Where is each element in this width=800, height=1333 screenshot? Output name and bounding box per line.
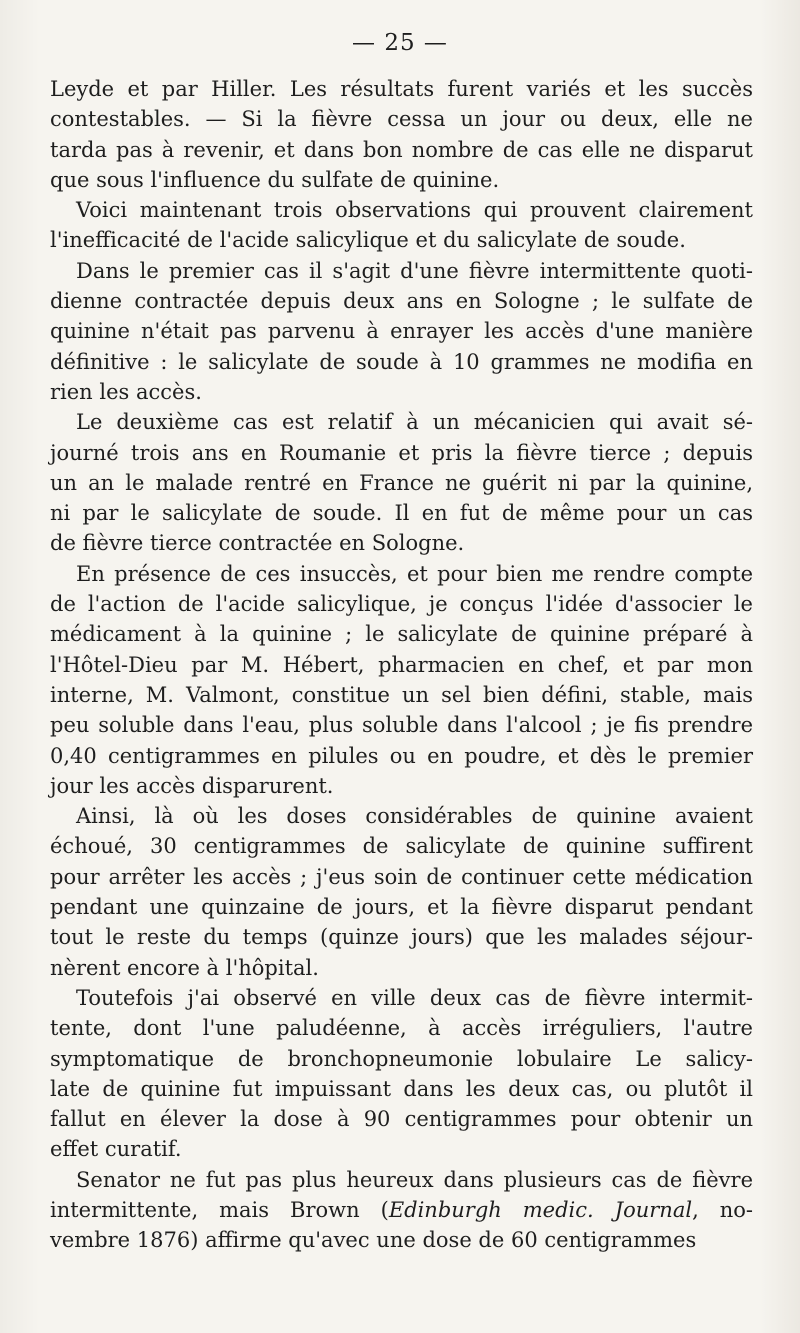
- text-fragment: intermittente, mais Brown (: [50, 1197, 389, 1222]
- text-line: Senator ne fut pas plus heureux dans plusieurs cas de fièvre: [76, 1167, 753, 1192]
- text-line: Leyde et par Hiller. Les résultats furent variés et les succès: [50, 77, 753, 101]
- text-line: journé trois ans en Roumanie et pris la fièvre tierce ; depuis: [50, 440, 753, 465]
- text-line: pour arrêter les accès ; j'eus soin de continuer cette médication: [50, 864, 753, 889]
- text-line: définitive : le salicylate de soude à 10 grammes ne modifia en: [50, 349, 753, 374]
- paragraph-6: [50, 801, 753, 983]
- paragraph-1: [50, 74, 753, 195]
- text-line: jour les accès disparurent.: [50, 773, 334, 798]
- text-line-with-citation: [50, 1195, 753, 1225]
- text-line: de fièvre tierce contractée en Sologne.: [50, 531, 465, 556]
- text-line: tente, dont l'une paludéenne, à accès irréguliers, l'autre: [50, 1016, 753, 1041]
- text-line: tarda pas à revenir, et dans bon nombre de cas elle ne disparut: [50, 137, 753, 162]
- page-number: — 25 —: [352, 30, 448, 56]
- text-line: de l'action de l'acide salicylique, je conçus l'idée d'associer le: [50, 592, 753, 617]
- text-line: Ainsi, là où les doses considérables de quinine avaient: [76, 804, 753, 829]
- text-line: contestables. — Si la fièvre cessa un jour ou deux, elle ne: [50, 107, 753, 132]
- text-line: quinine n'était pas parvenu à enrayer les accès d'une manière: [50, 319, 753, 344]
- text-line: l'inefficacité de l'acide salicylique et du salicylate de soude.: [50, 228, 686, 253]
- text-line: effet curatif.: [50, 1137, 182, 1162]
- text-line: fallut en élever la dose à 90 centigrammes pour obtenir un: [50, 1107, 753, 1132]
- text-line: pendant une quinzaine de jours, et la fièvre disparut pendant: [50, 895, 753, 920]
- text-line: interne, M. Valmont, constitue un sel bien défini, stable, mais: [50, 682, 753, 707]
- paragraph-2: [50, 195, 753, 256]
- text-line: vembre 1876) affirme qu'avec une dose de 60 centigrammes: [50, 1228, 697, 1253]
- text-line: médicament à la quinine ; le salicylate de quinine préparé à: [50, 622, 753, 647]
- text-line: symptomatique de bronchopneumonie lobulaire Le salicy-: [50, 1046, 753, 1071]
- text-line: échoué, 30 centigrammes de salicylate de quinine suffirent: [50, 834, 753, 859]
- paragraph-8: [50, 1165, 753, 1256]
- text-line: que sous l'influence du sulfate de quinine.: [50, 167, 500, 192]
- paragraph-4: [50, 407, 753, 558]
- text-line: dienne contractée depuis deux ans en Sologne ; le sulfate de: [50, 289, 753, 314]
- text-line: un an le malade rentré en France ne guérit ni par la quinine,: [50, 470, 753, 495]
- body-text: [50, 74, 753, 1256]
- paragraph-3: [50, 256, 753, 407]
- text-line: Toutefois j'ai observé en ville deux cas de fièvre intermit-: [76, 985, 753, 1010]
- text-line: Dans le premier cas il s'agit d'une fièvre intermittente quoti-: [76, 258, 753, 283]
- text-line: 0,40 centigrammes en pilules ou en poudre, et dès le premier: [50, 743, 753, 768]
- text-line: Voici maintenant trois observations qui prouvent clairement: [76, 198, 753, 223]
- text-line: En présence de ces insuccès, et pour bien me rendre compte: [76, 561, 753, 586]
- text-fragment: , no-: [692, 1197, 753, 1222]
- text-line: late de quinine fut impuissant dans les deux cas, ou plutôt il: [50, 1076, 753, 1101]
- paragraph-7: [50, 983, 753, 1165]
- text-line: rien les accès.: [50, 379, 202, 404]
- text-line: l'Hôtel-Dieu par M. Hébert, pharmacien en chef, et par mon: [50, 652, 753, 677]
- paragraph-5: [50, 559, 753, 801]
- text-line: tout le reste du temps (quinze jours) que les malades séjour-: [50, 925, 753, 950]
- journal-citation: Edinburgh medic. Journal: [388, 1197, 693, 1222]
- text-line: Le deuxième cas est relatif à un mécanicien qui avait sé-: [76, 410, 753, 435]
- text-line: nèrent encore à l'hôpital.: [50, 955, 319, 980]
- text-line: ni par le salicylate de soude. Il en fut de même pour un cas: [50, 501, 753, 526]
- text-line: peu soluble dans l'eau, plus soluble dans l'alcool ; je fis prendre: [50, 713, 753, 738]
